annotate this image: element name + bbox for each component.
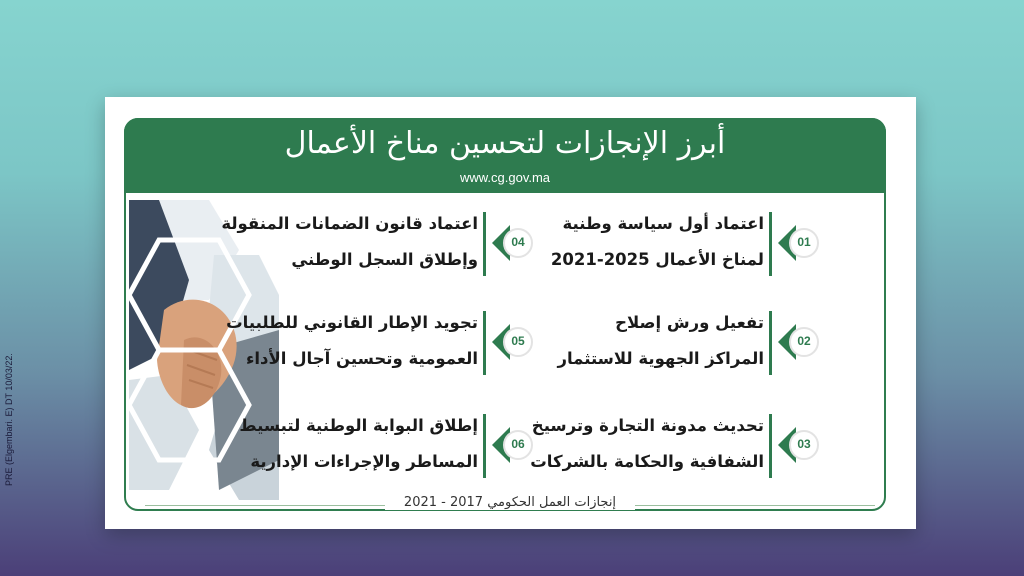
list-item [557, 303, 864, 381]
number-badge: 04 [488, 219, 536, 267]
footer-caption: إنجازات العمل الحكومي 2017 - 2021 [385, 495, 635, 510]
divider [483, 311, 486, 375]
side-caption: PRE (Elgembari. E) DT 10/03/22. [4, 353, 14, 486]
footer-rule-left [145, 505, 385, 506]
divider [483, 212, 486, 276]
footer-rule-right [635, 505, 875, 506]
item-text: اعتماد أول سياسة وطنية لمناخ الأعمال 2025-2021 [550, 214, 764, 269]
number-badge: 02 [774, 318, 822, 366]
divider [483, 414, 486, 478]
website-link[interactable]: www.cg.gov.ma [459, 170, 551, 185]
header-banner [124, 118, 886, 193]
item-text: إطلاق البوابة الوطنية لتبسيط المساطر والإجراءات الإدارية [239, 416, 478, 471]
page-title: أبرز الإنجازات لتحسين مناخ الأعمال [284, 126, 726, 161]
item-text: تحديث مدونة التجارة وترسيخ الشفافية والحكامة بالشركات [530, 416, 764, 471]
item-text: اعتماد قانون الضمانات المنقولة وإطلاق السجل الوطني [221, 214, 478, 269]
item-text: تجويد الإطار القانوني للطلبيات العمومية وتحسين آجال الأداء [226, 313, 478, 368]
number-badge: 01 [774, 219, 822, 267]
divider [769, 311, 772, 375]
number-badge: 06 [488, 421, 536, 469]
list-item [530, 406, 864, 484]
number-badge: 05 [488, 318, 536, 366]
divider [769, 414, 772, 478]
list-item [239, 406, 578, 484]
list-item [221, 204, 578, 282]
list-item [550, 204, 864, 282]
item-text: تفعيل ورش إصلاح المراكز الجهوية للاستثمار [557, 313, 764, 368]
infographic-card [105, 97, 916, 529]
divider [769, 212, 772, 276]
number-badge: 03 [774, 421, 822, 469]
list-item [226, 303, 578, 381]
